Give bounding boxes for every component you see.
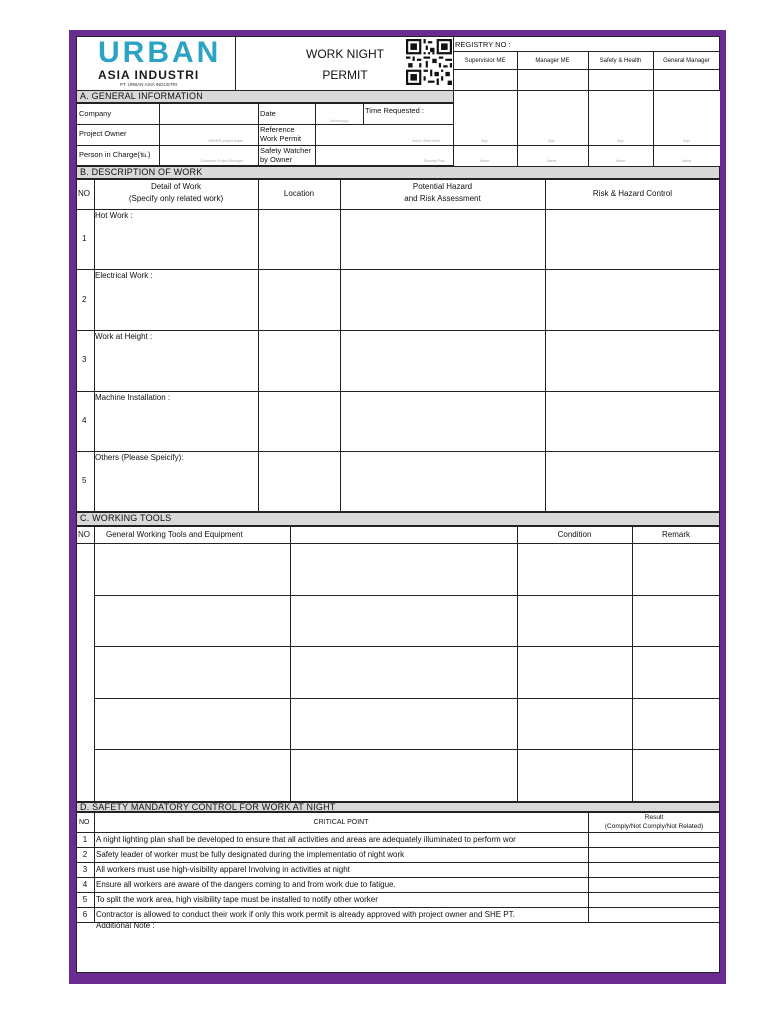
company-label: Company [79, 109, 112, 118]
pic-label: Person in Charge(℡) [79, 150, 151, 159]
time-requested-label: Time Requested : [365, 106, 424, 115]
row-line [94, 749, 720, 750]
row-line [76, 330, 720, 331]
row-number: 5 [82, 476, 87, 485]
safety-watcher-label [260, 146, 311, 164]
registry-label: REGISTRY NO : [455, 40, 511, 49]
col-line [545, 179, 546, 512]
safety-col-result [588, 813, 720, 831]
watcher-line-2: by Owner [260, 155, 293, 164]
desc-col-hazard [340, 181, 545, 205]
work-type-label: Machine Installation : [95, 393, 171, 402]
approver-divider [588, 51, 589, 166]
reference-line-1: Reference [260, 125, 295, 134]
additional-note-label: Additional Note : [96, 921, 155, 930]
work-type-label: Hot Work : [95, 211, 133, 220]
row-number: 3 [82, 355, 87, 364]
approver-supervisor: Supervisior ME [464, 58, 506, 64]
document-title [290, 44, 400, 86]
safety-item-no: 1 [82, 835, 88, 844]
name-hint: Name [682, 159, 692, 163]
row-line [76, 907, 720, 908]
result-line-2: (Comply/Not Comply/Not Related) [604, 823, 704, 830]
sign-hint: Sign [548, 139, 556, 143]
row-line [76, 832, 720, 833]
row-line [76, 892, 720, 893]
row-line [76, 269, 720, 270]
pic-hint: Contractor Project Manager [200, 159, 243, 163]
safety-item-text: Contractor is allowed to conduct their work if only this work permit is already approved with project owner and SHE PT. [96, 910, 515, 919]
row-line [76, 209, 720, 210]
col-line [159, 103, 160, 166]
company-name: PT. URBAN ASIA INDUSTRI [120, 82, 178, 87]
safety-item-text: To split the work area, high visibility tape must be installed to notify other worker [96, 895, 378, 904]
name-hint: Name [616, 159, 626, 163]
name-hint: Name [480, 159, 490, 163]
desc-col-no: NO [78, 189, 90, 198]
col-line [258, 179, 259, 512]
row-number: 1 [82, 234, 87, 243]
approver-line [453, 69, 720, 70]
col-line [632, 526, 633, 802]
row-line [76, 877, 720, 878]
desc-col-detail-line-1: Detail of Work [150, 182, 202, 191]
safety-item-no: 4 [82, 880, 88, 889]
owner-hint: OWNER project leader [208, 139, 244, 143]
tools-col-no: NO [78, 530, 90, 539]
brand-subtitle: ASIA INDUSTRI [98, 68, 200, 82]
row-line [76, 862, 720, 863]
date-label: Date [260, 109, 276, 118]
row-line [94, 646, 720, 647]
approver-manager: Manager ME [535, 58, 570, 64]
col-line [315, 103, 316, 166]
desc-col-location: Location [283, 189, 315, 198]
row-line [94, 595, 720, 596]
col-line [363, 103, 364, 124]
title-line-2: PERMIT [322, 68, 368, 82]
col-line [258, 103, 259, 166]
row-line [76, 922, 720, 923]
safety-item-no: 3 [82, 865, 88, 874]
title-line-1: WORK NIGHT [306, 47, 384, 61]
brand-logo: URBAN [98, 36, 222, 69]
desc-col-detail [94, 181, 258, 205]
result-line-1: Result [644, 814, 664, 821]
ref-hint: Hot or Other Work [412, 139, 441, 143]
row-line [76, 543, 720, 544]
safety-item-text: All workers must use high-visibility apparel Involving in activities at night [96, 865, 350, 874]
section-working-tools: C. WORKING TOOLS [76, 512, 720, 526]
safety-item-text: Safety leader of worker must be fully designated during the implementatio of night work [96, 850, 405, 859]
sign-hint: Sign [481, 139, 489, 143]
desc-col-control: Risk & Hazard Control [592, 189, 673, 198]
date-hint: dd/mm/yyyy [330, 119, 349, 123]
header-divider [235, 36, 236, 91]
project-owner-label: Project Owner [79, 129, 127, 138]
reference-permit-label [260, 125, 301, 143]
approver-line [453, 145, 720, 146]
name-hint: Name [547, 159, 557, 163]
row-line [76, 451, 720, 452]
approver-line [453, 51, 720, 52]
approver-divider [653, 51, 654, 166]
tools-col-tools: General Working Tools and Equipment [106, 530, 243, 539]
watcher-hint: Security Post [424, 159, 445, 163]
approver-divider [517, 51, 518, 166]
approver-gm: General Manager [663, 58, 710, 64]
desc-col-hazard-line-1: Potential Hazard [412, 182, 473, 191]
desc-col-hazard-line-2: and Risk Assessment [404, 194, 481, 203]
row-line [76, 391, 720, 392]
row-number: 2 [82, 295, 87, 304]
tools-table [76, 526, 720, 802]
safety-item-no: 5 [82, 895, 88, 904]
work-type-label: Electrical Work : [95, 271, 153, 280]
tools-col-remark: Remark [661, 530, 690, 539]
col-line [340, 179, 341, 512]
watcher-line-1: Safety Watcher [260, 146, 311, 155]
safety-item-no: 6 [82, 910, 88, 919]
qr-code-icon [406, 38, 452, 86]
work-type-label: Work at Height : [95, 332, 153, 341]
work-type-label: Others (Please Speicify): [95, 453, 184, 462]
safety-item-text: Ensure all workers are aware of the dangers coming to and from work due to fatigue. [96, 880, 396, 889]
col-line [517, 526, 518, 802]
desc-col-detail-line-2: (Specify only related work) [128, 194, 224, 203]
row-line [94, 698, 720, 699]
section-general-info: A. GENERAL INFORMATION [76, 90, 454, 103]
row-number: 4 [82, 416, 87, 425]
section-safety-control: D. SAFETY MANDATORY CONTROL FOR WORK AT NIGHT [76, 802, 720, 812]
col-line [94, 526, 95, 802]
safety-col-no: NO [79, 819, 90, 826]
safety-item-text: A night lighting plan shall be developed to ensure that all activities and areas are adequately illuminated to perform wor [96, 835, 516, 844]
sign-hint: Sign [683, 139, 691, 143]
reference-line-2: Work Permit [260, 134, 302, 143]
col-line [290, 526, 291, 802]
safety-item-no: 2 [82, 850, 88, 859]
safety-col-point: CRITICAL POINT [313, 819, 369, 826]
col-line [94, 812, 95, 922]
tools-col-condition: Condition [557, 530, 592, 539]
sign-hint: Sign [617, 139, 625, 143]
section-description: B. DESCRIPTION OF WORK [76, 166, 720, 179]
row-line [76, 847, 720, 848]
approver-safety: Safety & Health [599, 58, 642, 64]
